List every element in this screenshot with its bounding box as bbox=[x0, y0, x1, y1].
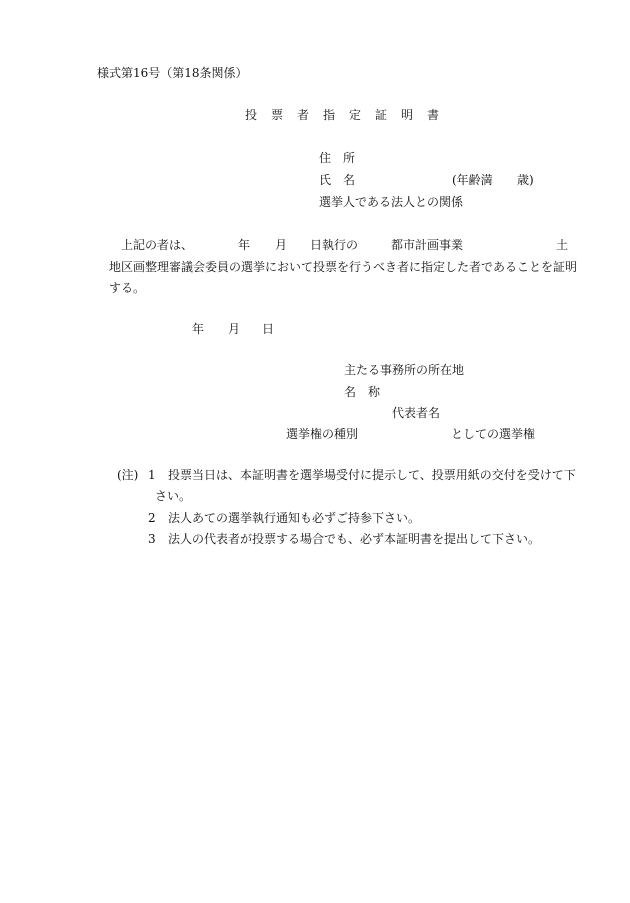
form-number: 様式第16号（第18条関係） bbox=[97, 66, 248, 80]
body-line1-end: 土 bbox=[556, 238, 569, 252]
date-year: 年 bbox=[192, 322, 205, 336]
address-label: 住 所 bbox=[319, 151, 356, 165]
age-open: (年齢満 bbox=[452, 173, 493, 187]
body-project: 都市計画事業 bbox=[391, 238, 464, 252]
document-title: 投票者指定証明書 bbox=[245, 108, 454, 122]
note-3-number: 3 bbox=[148, 532, 156, 546]
relation-label: 選挙人である法人との関係 bbox=[319, 195, 464, 209]
note-1-continuation: さい。 bbox=[155, 489, 192, 503]
body-year: 年 bbox=[238, 238, 251, 252]
note-2-text: 法人あての選挙執行通知も必ずご持参下さい。 bbox=[168, 511, 421, 525]
note-1-number: 1 bbox=[148, 468, 156, 482]
note-1-text: 投票当日は、本証明書を選挙場受付に提示して、投票用紙の交付を受けて下 bbox=[168, 468, 576, 482]
note-3-text: 法人の代表者が投票する場合でも、必ず本証明書を提出して下さい。 bbox=[168, 532, 541, 546]
office-label: 主たる事務所の所在地 bbox=[344, 363, 465, 377]
age-close: 歳) bbox=[517, 173, 534, 187]
note-2-number: 2 bbox=[148, 511, 156, 525]
body-line1-start: 上記の者は、 bbox=[121, 238, 194, 252]
corp-name-label: 名 称 bbox=[344, 385, 381, 399]
body-day-exec: 日執行の bbox=[310, 238, 359, 252]
name-label: 氏 名 bbox=[319, 173, 356, 187]
right-type-label: 選挙権の種別 bbox=[286, 427, 359, 441]
body-line2: 地区画整理審議会委員の選挙において投票を行うべき者に指定した者であることを証明 bbox=[109, 260, 578, 274]
date-month: 月 bbox=[228, 322, 241, 336]
notes-label: (注) bbox=[117, 468, 139, 482]
body-line3: する。 bbox=[109, 281, 146, 295]
body-month: 月 bbox=[275, 238, 288, 252]
date-day: 日 bbox=[262, 322, 275, 336]
right-suffix: としての選挙権 bbox=[451, 427, 536, 441]
representative-label: 代表者名 bbox=[392, 406, 441, 420]
